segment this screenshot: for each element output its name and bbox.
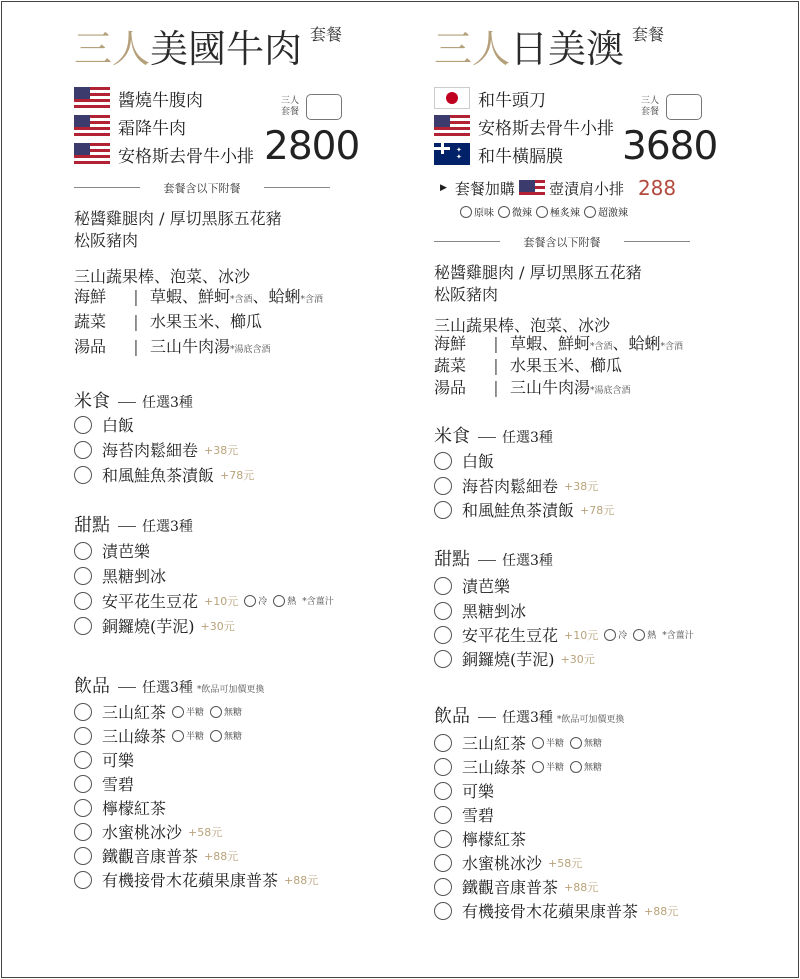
box-label: 三人套餐 [640,96,659,117]
side-separator: | [493,356,499,375]
section-pick: 任選3種 [142,519,193,535]
drink-option[interactable] [74,747,134,772]
section-name: 甜點 [434,549,470,570]
side-row-seafood [74,285,323,309]
drink-option[interactable] [74,699,242,724]
section-pick: 任選3種 [502,430,553,446]
radio-circle[interactable] [434,758,452,776]
radio-circle[interactable] [434,650,452,668]
option-label: 銅鑼燒(芋泥) [102,617,195,636]
side-items-extra: 、蛤蜊 [252,287,301,306]
side-items: 三山牛肉湯 [510,378,591,397]
hot-label: 熱 [287,597,297,607]
meat-list [74,84,254,168]
drink-option[interactable] [74,795,166,820]
radio-circle[interactable] [74,823,92,841]
sugar-label: 半糖 [186,732,205,742]
hot-radio[interactable] [633,629,645,641]
option-label: 檸檬紅茶 [102,799,167,818]
radio-circle[interactable] [74,416,92,434]
meat-name: 和牛頭刀 [478,90,546,111]
option-label: 海苔肉鬆細卷 [462,477,559,496]
option-label: 三山紅茶 [102,703,167,722]
flavor-options [456,204,628,219]
half-sugar-radio[interactable] [172,730,184,742]
drink-section-title [74,672,264,698]
drink-option[interactable] [434,730,602,755]
side-note: *湯底含酒 [590,386,631,396]
side-items-extra: 、蛤蜊 [612,334,661,353]
flavor-radio[interactable] [536,206,548,218]
option-label: 鐵觀音康普茶 [102,847,199,866]
option-label: 雪碧 [102,775,135,794]
side-items: 草蝦、鮮蚵 [510,334,591,353]
sugar-label: 無糖 [584,739,603,749]
dessert-option[interactable] [74,563,166,588]
meat-list [434,84,614,168]
drink-option[interactable] [74,843,238,868]
us-flag-icon [74,87,110,109]
meat-item [434,112,614,140]
option-surcharge: +88元 [564,880,599,894]
option-surcharge: +30元 [560,652,595,666]
radio-circle[interactable] [434,501,452,519]
section-name: 米食 [434,426,470,447]
upgrade-item: 壺漬肩小排 [548,179,624,198]
title-set-label: 套餐 [310,25,343,44]
drink-option[interactable] [434,802,494,827]
drink-option[interactable] [74,819,222,844]
section-pick: 任選3種 [142,680,193,696]
half-sugar-radio[interactable] [532,761,544,773]
side-category: 蔬菜 [74,312,107,331]
radio-circle[interactable] [74,871,92,889]
upgrade-price: 288 [637,176,677,200]
option-label: 檸檬紅茶 [462,830,527,849]
radio-circle[interactable] [434,734,452,752]
set-title [434,25,665,78]
hot-label: 熱 [647,631,657,641]
option-surcharge: +88元 [284,873,319,887]
meat-item [434,140,614,168]
drink-option[interactable] [74,867,318,892]
radio-circle[interactable] [74,799,92,817]
half-sugar-radio[interactable] [532,737,544,749]
us-flag-icon [74,143,110,165]
side-items-line: 三山蔬果棒、泡菜、冰沙 [434,316,611,335]
side-items: 水果玉米、櫛瓜 [150,312,263,331]
section-note: *飲品可加價更換 [196,685,265,695]
side-category: 海鮮 [74,287,107,306]
drink-option[interactable] [434,874,598,899]
option-label: 黑糖剉冰 [102,567,167,586]
drink-option[interactable] [434,778,494,803]
meat-item [74,112,254,140]
radio-circle[interactable] [434,854,452,872]
side-note: *含酒 [660,342,684,352]
rice-section-title [434,422,553,448]
meat-name: 安格斯去骨牛小排 [478,118,614,139]
sugar-label: 半糖 [546,739,565,749]
title-people: 三人 [74,27,151,71]
cold-radio[interactable] [604,629,616,641]
side-separator: | [493,378,499,397]
radio-circle[interactable] [74,567,92,585]
no-sugar-radio[interactable] [210,730,222,742]
flavor-label: 極炙辣 [550,208,580,219]
radio-circle[interactable] [74,617,92,635]
option-surcharge: +78元 [220,468,255,482]
included-divider: 套餐含以下附餐 [434,234,690,248]
option-surcharge: +38元 [564,479,599,493]
box-label: 三人套餐 [280,96,299,117]
no-sugar-radio[interactable] [210,706,222,718]
rice-option[interactable] [74,462,254,487]
option-label: 安平花生豆花 [462,626,559,645]
cold-label: 冷 [618,631,628,641]
meat-item [74,84,254,112]
flavor-radio[interactable] [584,206,596,218]
section-name: 甜點 [74,515,110,536]
set-price: 3680 [622,124,718,169]
option-surcharge: +88元 [204,849,239,863]
option-label: 和風鮭魚茶漬飯 [462,501,575,520]
us-flag-icon [74,115,110,137]
main-items-line-2: 松阪豬肉 [74,231,139,250]
drink-section-title [434,702,624,728]
dessert-section-title [434,545,553,571]
side-separator: | [493,334,499,353]
drink-option[interactable] [434,898,678,923]
option-label: 漬芭樂 [102,542,151,561]
option-label: 銅鑼燒(芋泥) [462,650,555,669]
option-surcharge: +58元 [188,825,223,839]
dessert-section-title [74,511,193,537]
side-items: 水果玉米、櫛瓜 [510,356,623,375]
dessert-option[interactable] [74,588,334,613]
option-label: 三山綠茶 [102,727,167,746]
option-label: 鐵觀音康普茶 [462,878,559,897]
drink-option[interactable] [74,771,134,796]
meat-name: 醬燒牛腹肉 [118,90,203,111]
title-set-label: 套餐 [632,25,665,44]
radio-circle[interactable] [74,466,92,484]
side-category: 湯品 [434,378,467,397]
title-people: 三人 [434,27,511,71]
option-label: 安平花生豆花 [102,592,199,611]
included-divider: 套餐含以下附餐 [74,180,330,194]
drink-option[interactable] [74,723,242,748]
meat-item [434,84,614,112]
flavor-radio[interactable] [460,206,472,218]
option-note: *含薑汁 [662,631,694,641]
option-label: 水蜜桃冰沙 [462,854,543,873]
title-name: 美國牛肉 [150,27,303,71]
radio-circle[interactable] [434,577,452,595]
radio-circle[interactable] [434,902,452,920]
option-label: 黑糖剉冰 [462,602,527,621]
radio-circle[interactable] [434,626,452,644]
drink-option[interactable] [434,754,602,779]
option-surcharge: +38元 [204,443,239,457]
option-label: 有機接骨木花蘋果康普茶 [102,871,279,890]
radio-circle[interactable] [74,441,92,459]
section-note: *飲品可加價更換 [556,715,625,725]
radio-circle[interactable] [434,452,452,470]
option-label: 白飯 [462,452,495,471]
option-surcharge: +78元 [580,503,615,517]
option-label: 雪碧 [462,806,495,825]
option-label: 可樂 [102,751,135,770]
side-items: 草蝦、鮮蚵 [150,287,231,306]
flavor-label: 微辣 [512,208,532,219]
drink-option[interactable] [434,826,526,851]
radio-circle[interactable] [434,602,452,620]
side-category: 海鮮 [434,334,467,353]
option-label: 三山紅茶 [462,734,527,753]
set-price: 2800 [264,124,360,169]
us-flag-icon [434,115,470,137]
option-label: 漬芭樂 [462,577,511,596]
main-items-line-1: 秘醬雞腿肉 / 厚切黑豚五花豬 [74,209,282,228]
side-row-soup [434,376,631,400]
side-category: 蔬菜 [434,356,467,375]
sugar-label: 無糖 [224,732,243,742]
side-note: *含酒 [230,295,253,305]
side-row-vegetable [434,354,622,378]
option-surcharge: +10元 [564,628,599,642]
radio-circle[interactable] [434,782,452,800]
cold-radio[interactable] [244,595,256,607]
option-label: 海苔肉鬆細卷 [102,441,199,460]
dessert-option[interactable] [74,613,235,638]
option-label: 白飯 [102,416,135,435]
side-separator: | [133,287,139,306]
dessert-option[interactable] [434,598,526,623]
sugar-label: 半糖 [546,763,565,773]
radio-circle[interactable] [434,477,452,495]
side-row-seafood [434,332,683,356]
side-category: 湯品 [74,337,107,356]
option-surcharge: +10元 [204,594,239,608]
flavor-label: 超激辣 [598,208,628,219]
rice-option[interactable] [74,437,238,462]
radio-circle[interactable] [74,727,92,745]
radio-circle[interactable] [74,775,92,793]
radio-circle[interactable] [74,703,92,721]
side-separator: | [133,337,139,356]
sugar-label: 無糖 [224,708,243,718]
no-sugar-radio[interactable] [570,761,582,773]
radio-circle[interactable] [74,751,92,769]
option-note: *含薑汁 [302,597,334,607]
section-name: 飲品 [434,706,470,727]
option-label: 水蜜桃冰沙 [102,823,183,842]
set-title [74,25,343,78]
side-separator: | [133,312,139,331]
dessert-option[interactable] [434,573,510,598]
radio-circle[interactable] [434,878,452,896]
rice-section-title [74,387,193,413]
radio-circle[interactable] [74,592,92,610]
side-note: *含酒 [590,342,613,352]
option-surcharge: +30元 [200,619,235,633]
triangle-bullet-icon: ▶ [440,183,447,193]
dessert-option[interactable] [74,538,150,563]
rice-option[interactable] [434,473,598,498]
flavor-radio[interactable] [498,206,510,218]
side-note: *含酒 [300,295,324,305]
checkbox-box[interactable] [666,94,702,120]
sugar-label: 無糖 [584,763,603,773]
title-name: 日美澳 [510,27,625,71]
radio-circle[interactable] [434,830,452,848]
meat-name: 和牛橫膈膜 [478,146,563,167]
meat-name: 安格斯去骨牛小排 [118,146,254,167]
rice-option[interactable] [434,497,614,522]
side-items: 三山牛肉湯 [150,337,231,356]
side-row-vegetable [74,310,262,334]
set-count-box [640,94,702,120]
radio-circle[interactable] [74,542,92,560]
option-label: 可樂 [462,782,495,801]
main-items-line-2: 松阪豬肉 [434,285,499,304]
dessert-option[interactable] [434,646,595,671]
rice-option[interactable] [434,448,494,473]
us-flag-icon [519,180,545,196]
section-name: 飲品 [74,676,110,697]
drink-option[interactable] [434,850,582,875]
meat-item [74,140,254,168]
jp-flag-icon [434,87,470,109]
sugar-label: 半糖 [186,708,205,718]
section-pick: 任選3種 [502,710,553,726]
radio-circle[interactable] [74,847,92,865]
section-pick: 任選3種 [142,395,193,411]
main-items-line-1: 秘醬雞腿肉 / 厚切黑豚五花豬 [434,263,642,282]
dessert-option[interactable] [434,622,694,647]
meat-name: 霜降牛肉 [118,118,186,139]
section-name: 米食 [74,391,110,412]
set-count-box [280,94,342,120]
half-sugar-radio[interactable] [172,706,184,718]
upgrade-label: 套餐加購 [454,179,515,198]
upgrade-row [434,176,676,200]
flavor-label: 原味 [474,208,494,219]
option-surcharge: +88元 [644,904,679,918]
hot-radio[interactable] [273,595,285,607]
rice-option[interactable] [74,412,134,437]
cold-label: 冷 [258,597,268,607]
option-label: 和風鮭魚茶漬飯 [102,466,215,485]
au-flag-icon [434,143,470,165]
option-label: 三山綠茶 [462,758,527,777]
checkbox-box[interactable] [306,94,342,120]
radio-circle[interactable] [434,806,452,824]
option-label: 有機接骨木花蘋果康普茶 [462,902,639,921]
side-note: *湯底含酒 [230,345,271,355]
option-surcharge: +58元 [548,856,583,870]
section-pick: 任選3種 [502,553,553,569]
side-items-line: 三山蔬果棒、泡菜、冰沙 [74,267,251,286]
no-sugar-radio[interactable] [570,737,582,749]
side-row-soup [74,335,271,359]
